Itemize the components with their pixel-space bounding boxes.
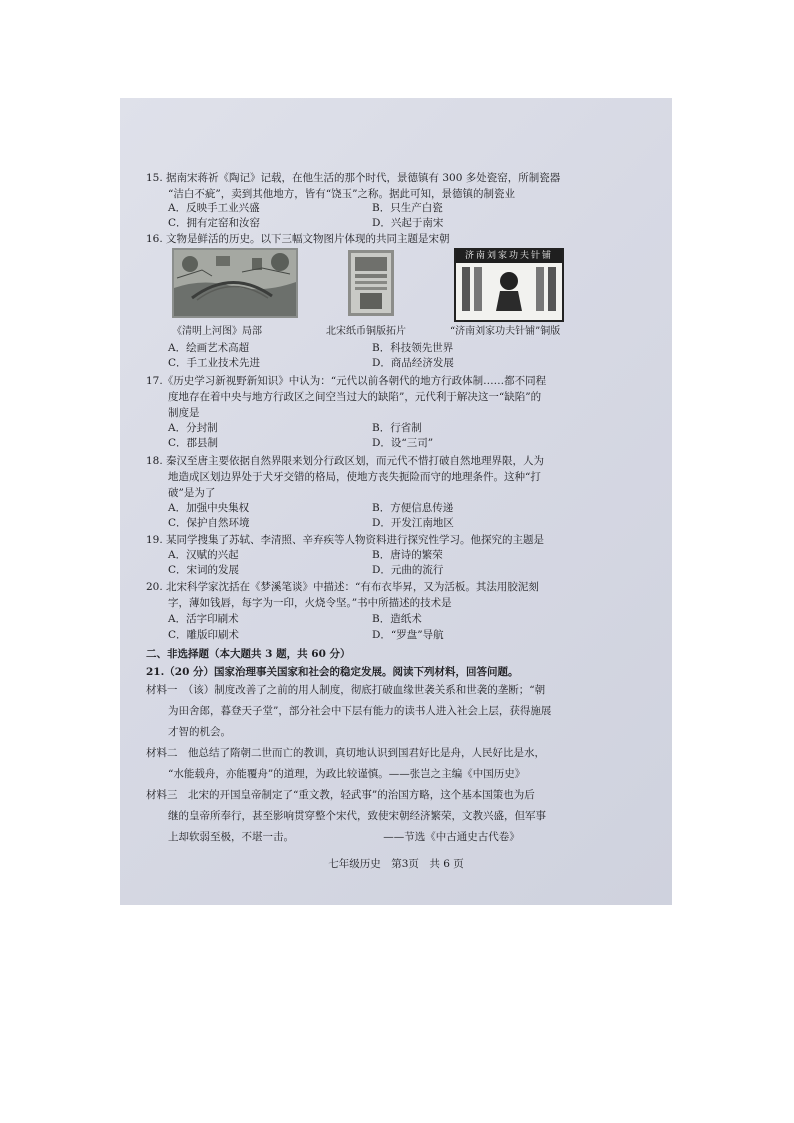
q18-option-d: D．开发江南地区 [372,517,454,529]
q19-option-a: A．汉赋的兴起 [168,549,239,561]
material-3-line1: 材料三 北宋的开国皇帝制定了“重文教，轻武事”的治国方略，这个基本国策也为后 [146,789,535,801]
rabbit-emblem-icon [456,263,562,318]
q19-line1: 19. 某同学搜集了苏轼、李清照、辛弃疾等人物资料进行探究性学习。他探究的主题是 [146,534,545,546]
q15-line2: “洁白不疵”，卖到其他地方，皆有“饶玉”之称。据此可知，景德镇的制瓷业 [168,188,515,200]
exam-page-photo [120,98,672,905]
q17-option-c: C．郡县制 [168,437,219,449]
q18-option-a: A．加强中央集权 [168,502,250,514]
q19-option-c: C．宋词的发展 [168,564,240,576]
q19-option-d: D．元曲的流行 [372,564,444,576]
caption-qingming: 《清明上河图》局部 [172,326,262,337]
question-18 [146,453,652,501]
q20-line1: 20. 北宋科学家沈括在《梦溪笔谈》中描述：“有布衣毕昇，又为活板。其法用胶泥刻 [146,581,539,593]
q20-line2: 字，薄如钱唇，每字为一印，火烧令坚。”书中所描述的技术是 [168,597,452,609]
q16-option-a: A．绘画艺术高超 [168,342,250,354]
material-2 [146,743,654,785]
q17-option-a: A．分封制 [168,422,218,434]
material-1 [146,680,654,743]
q18-line3: 破”是为了 [168,487,216,499]
material-3 [146,785,654,848]
question-17 [146,373,652,421]
material-3-line3: 上却软弱至极，不堪一击。 ——节选《中古通史古代卷》 [168,831,520,843]
material-1-line3: 才智的机会。 [168,726,231,738]
question-19 [146,532,652,548]
question-15 [146,170,652,202]
q16-option-c: C．手工业技术先进 [168,357,261,369]
question-20 [146,579,652,611]
q17-option-d: D．设“三司” [372,437,434,449]
q19-option-b: B．唐诗的繁荣 [372,549,443,561]
q17-option-b: B．行省制 [372,422,422,434]
q15-option-c: C．拥有定窑和汝窑 [168,217,261,229]
caption-banknote: 北宋纸币铜版拓片 [326,326,406,337]
plate-title: 济南刘家功夫针铺 [456,250,562,263]
q20-option-b: B．造纸术 [372,613,422,625]
q20-option-c: C．雕版印刷术 [168,629,240,641]
q15-option-b: B．只生产白瓷 [372,202,443,214]
section-heading-nonchoice: 二、非选择题（本大题共 3 题，共 60 分） [146,648,351,660]
q18-line1: 18. 秦汉至唐主要依据自然界限来划分行政区划，而元代不惜打破自然地理界限，人为 [146,455,545,467]
question-21-title: 21.（20 分）国家治理事关国家和社会的稳定发展。阅读下列材料，回答问题。 [146,666,519,678]
question-16 [146,231,652,247]
banknote-plate-image [348,250,394,316]
material-2-line2: “水能载舟，亦能覆舟”的道理，为政比较谨慎。——张岂之主编《中国历史》 [168,768,526,780]
caption-needle-plate: “济南刘家功夫针铺”铜版 [450,326,561,337]
q17-line1: 17.《历史学习新视野新知识》中认为：“元代以前各朝代的地方行政体制……都不同程 [146,375,547,387]
q18-option-c: C．保护自然环境 [168,517,250,529]
q17-line2: 度地存在着中央与地方行政区之间空当过大的缺陷”，元代利于解决这一“缺陷”的 [168,391,542,403]
q16-option-d: D．商品经济发展 [372,357,454,369]
q20-option-d: D．“罗盘”导航 [372,629,444,641]
q17-line3: 制度是 [168,407,200,419]
q15-option-d: D．兴起于南宋 [372,217,444,229]
needle-shop-plate-image [454,248,564,322]
material-1-line1: 材料一 （该）制度改善了之前的用人制度，彻底打破血缘世袭关系和世袭的垄断；“朝 [146,684,546,696]
q16-option-b: B．科技领先世界 [372,342,454,354]
material-3-line2: 继的皇帝所奉行，甚至影响贯穿整个宋代，致使宋朝经济繁荣，文教兴盛，但军事 [168,810,546,822]
q18-line2: 地造成区划边界处于犬牙交错的格局，使地方丧失扼险而守的地理条件。这种“打 [168,471,541,483]
q16-line1: 16. 文物是鲜活的历史。以下三幅文物图片体现的共同主题是宋朝 [146,233,450,245]
q15-option-a: A．反映手工业兴盛 [168,202,260,214]
material-2-line1: 材料二 他总结了隋朝二世而亡的教训，真切地认识到国君好比是舟，人民好比是水， [146,747,545,759]
page-footer: 七年级历史 第3页 共 6 页 [328,858,464,870]
material-1-line2: 为田舍郎，暮登天子堂”，部分社会中下层有能力的读书人进入社会上层，获得施展 [168,705,552,717]
qingming-painting-image [172,248,298,318]
q15-line1: 15. 据南宋蒋祈《陶记》记载，在他生活的那个时代，景德镇有 300 多处瓷窑，所制瓷器 [146,172,561,184]
q18-option-b: B．方便信息传递 [372,502,454,514]
q20-option-a: A．活字印刷术 [168,613,239,625]
